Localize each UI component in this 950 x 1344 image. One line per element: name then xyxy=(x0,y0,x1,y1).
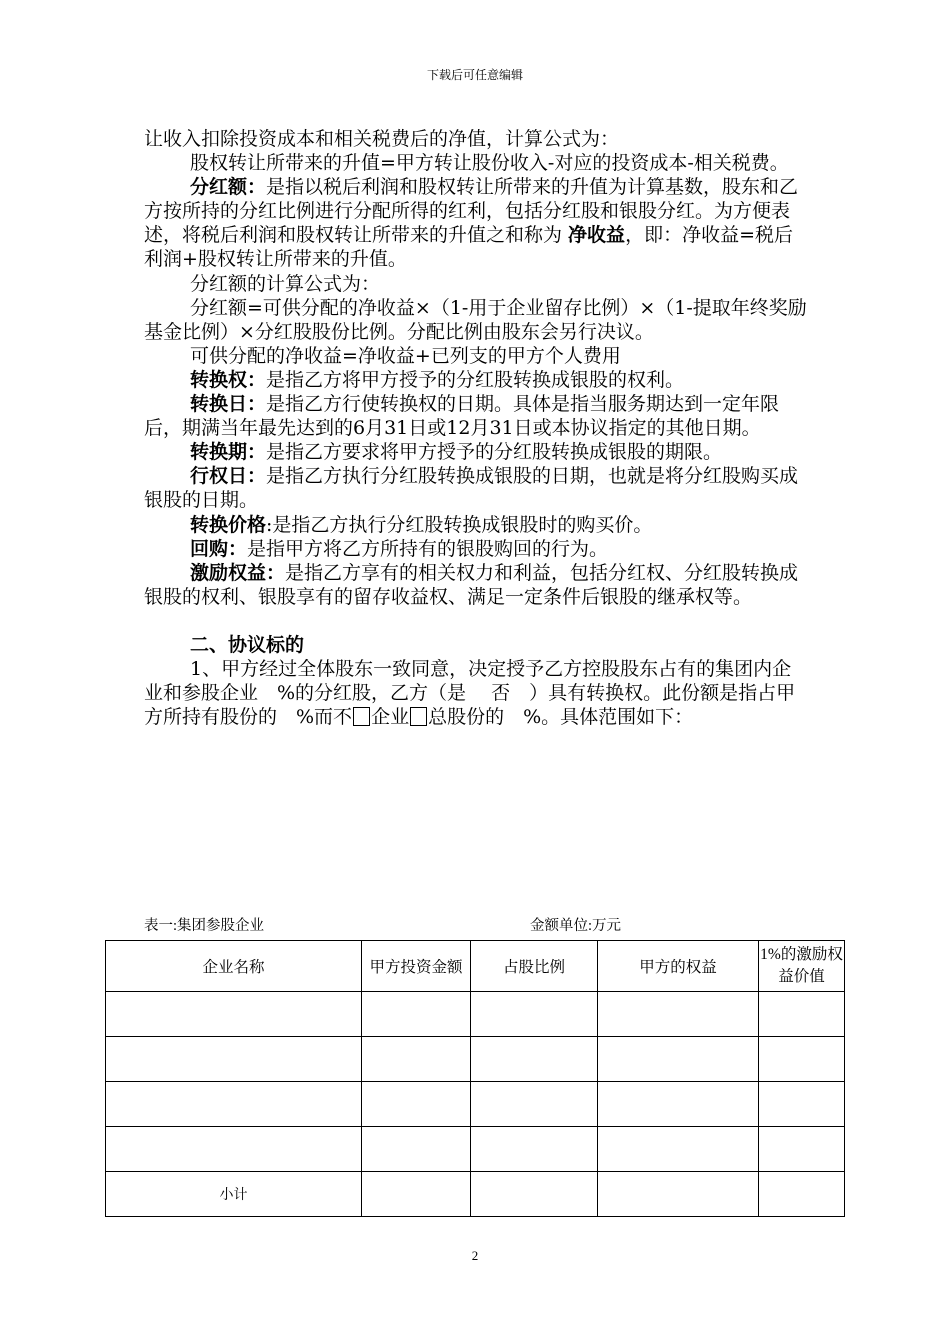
checkbox[interactable] xyxy=(410,707,427,726)
definition-text: 是指乙方享有的相关权力和利益，包括分红权、分红股转换成银股的权利、银股享有的留存收益权、满足一定条件后银股的继承权等。 xyxy=(144,561,799,608)
term: 转换期： xyxy=(190,441,267,464)
table-cell[interactable] xyxy=(362,1037,471,1082)
definition-dividend xyxy=(144,175,810,271)
paragraph-text: 企业 xyxy=(371,706,410,729)
term: 分红额： xyxy=(190,176,267,199)
table-cell[interactable] xyxy=(598,1037,759,1082)
table-cell[interactable] xyxy=(362,1127,471,1172)
table-cell[interactable] xyxy=(759,992,845,1037)
table-cell[interactable] xyxy=(471,1127,598,1172)
document-body xyxy=(144,127,810,729)
paragraph xyxy=(144,657,810,729)
paragraph: 让收入扣除投资成本和相关税费后的净值，计算公式为： xyxy=(144,128,620,150)
definition-conversion-date xyxy=(144,392,810,440)
column-header: 甲方投资金额 xyxy=(362,941,471,992)
paragraph: 可供分配的净收益=净收益+已列支的甲方个人费用 xyxy=(190,344,621,367)
term: 净收益 xyxy=(568,224,626,247)
column-header: 甲方的权益 xyxy=(598,941,759,992)
checkbox[interactable] xyxy=(353,707,370,726)
table-cell[interactable] xyxy=(471,1172,598,1217)
definition-text: 是指以税后利润和股权转让所带来的升值为计算基数，股东和乙方按所持的分红比例进行分配所得的红利，包括分红股和银股分红。为方便表述，将税后利润和股权转让所带来的升值之和称为 xyxy=(144,176,799,247)
table-cell[interactable] xyxy=(759,1172,845,1217)
page-number: 2 xyxy=(471,1248,479,1263)
definition-incentive-rights xyxy=(144,561,810,609)
table-cell[interactable] xyxy=(471,1082,598,1127)
table-cell[interactable] xyxy=(598,1082,759,1127)
table-cell[interactable] xyxy=(106,1037,362,1082)
definition-text: 是指甲方将乙方所持有的银股购回的行为。 xyxy=(247,537,609,560)
table-row xyxy=(106,1082,845,1127)
paragraph: 股权转让所带来的升值=甲方转让股份收入-对应的投资成本-相关税费。 xyxy=(190,152,789,175)
definition-text: ，即：净收益=税后利润+股权转让所带来的升值。 xyxy=(144,224,793,271)
column-header: 1%的激励权益价值 xyxy=(759,941,845,992)
definition-text: 是指乙方将甲方授予的分红股转换成银股的权利。 xyxy=(266,368,685,391)
table-caption-row xyxy=(144,914,844,935)
definition-exercise-date xyxy=(144,464,810,512)
enterprise-table xyxy=(105,940,845,1217)
table-row xyxy=(106,1127,845,1172)
definition-conversion-right xyxy=(144,368,810,392)
definition-text: 是指乙方要求将甲方授予的分红股转换成银股的期限。 xyxy=(266,441,723,464)
table-row xyxy=(106,1037,845,1082)
definition-conversion-price xyxy=(144,513,810,537)
table-cell[interactable] xyxy=(759,1127,845,1172)
definition-buyback xyxy=(144,537,810,561)
paragraph-text: 1、甲方经过全体股东一致同意，决定授予乙方控股股东占有的集团内企业和参股企业 %的分红股，乙方（是 否 ）具有转换权。此份额是指占甲方所持有股份的 %而不 xyxy=(144,657,796,729)
column-header: 占股比例 xyxy=(471,941,598,992)
table-row xyxy=(106,992,845,1037)
table-cell[interactable] xyxy=(471,992,598,1037)
term: 转换价格 xyxy=(190,513,267,536)
table-caption: 表一:集团参股企业 xyxy=(144,918,265,934)
term: 转换日： xyxy=(190,393,267,416)
table-cell[interactable] xyxy=(759,1037,845,1082)
table-cell[interactable] xyxy=(471,1037,598,1082)
section-title: 二、协议标的 xyxy=(190,633,305,656)
table-cell[interactable] xyxy=(106,1082,362,1127)
term: 行权日： xyxy=(190,465,267,488)
definition-text: 是指乙方执行分红股转换成银股的日期，也就是将分红股购买成银股的日期。 xyxy=(144,465,799,512)
table-cell[interactable] xyxy=(362,992,471,1037)
table-cell[interactable] xyxy=(362,1082,471,1127)
paragraph: 分红额=可供分配的净收益×（1-用于企业留存比例）×（1-提取年终奖励基金比例）×分红股股份比例。分配比例由股东会另行决议。 xyxy=(144,296,807,343)
table-cell[interactable] xyxy=(598,1172,759,1217)
subtotal-label: 小计 xyxy=(106,1172,362,1217)
definition-text: 是指乙方行使转换权的日期。具体是指当服务期达到一定年限后，期满当年最先达到的6月31日或12月31日或本协议指定的其他日期。 xyxy=(144,393,780,440)
table-cell[interactable] xyxy=(598,1127,759,1172)
paragraph-text: 总股份的 %。具体范围如下： xyxy=(428,706,694,729)
table-cell[interactable] xyxy=(362,1172,471,1217)
paragraph: 分红额的计算公式为： xyxy=(190,272,381,295)
term: 回购： xyxy=(190,537,248,560)
table-cell[interactable] xyxy=(106,1127,362,1172)
table-unit: 金额单位:万元 xyxy=(530,918,622,934)
table-header-row xyxy=(106,941,845,992)
definition-text: :是指乙方执行分红股转换成银股时的购买价。 xyxy=(266,513,653,536)
table-cell[interactable] xyxy=(106,992,362,1037)
table-cell[interactable] xyxy=(598,992,759,1037)
table-row-subtotal xyxy=(106,1172,845,1217)
definition-conversion-period xyxy=(144,440,810,464)
column-header: 企业名称 xyxy=(106,941,362,992)
table-cell[interactable] xyxy=(759,1082,845,1127)
term: 转换权： xyxy=(190,368,267,391)
term: 激励权益： xyxy=(190,561,286,584)
page-header: 下载后可任意编辑 xyxy=(426,68,523,82)
